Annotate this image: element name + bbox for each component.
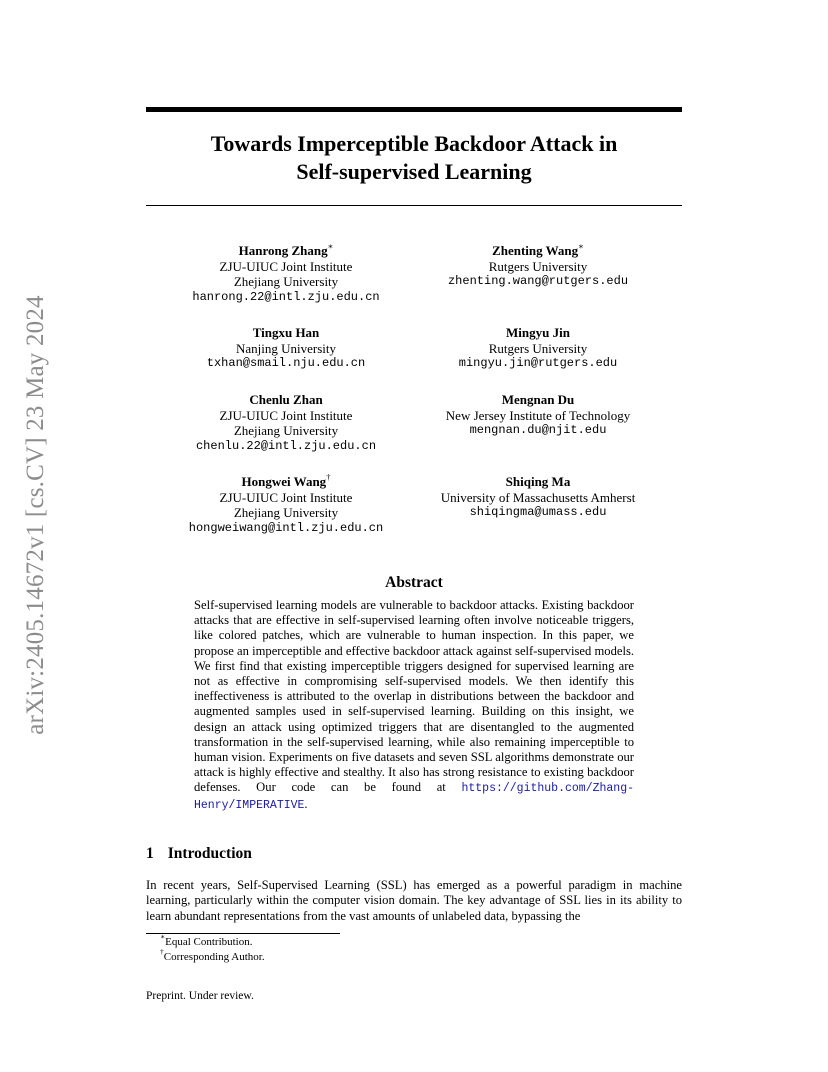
author-affiliation: Rutgers University: [488, 340, 588, 356]
footnote: [160, 932, 253, 949]
author-mark: ∗: [578, 240, 584, 251]
author-email[interactable]: chenlu.22@intl.zju.edu.cn: [195, 438, 377, 453]
author-block: [428, 240, 648, 290]
author-block: [176, 392, 396, 454]
author-block: [428, 325, 648, 372]
author-name: Mengnan Du: [501, 392, 575, 407]
author-name: Zhenting Wang: [492, 243, 579, 258]
author-mark: †: [326, 471, 331, 482]
author-block: [176, 325, 396, 372]
section-heading: [146, 845, 252, 863]
author-email[interactable]: mingyu.jin@rutgers.edu: [458, 356, 618, 370]
author-block: [176, 471, 396, 536]
author-block: [176, 240, 396, 305]
code-repository-link[interactable]: https://github.com/Zhang-Henry/IMPERATIVE: [194, 782, 634, 812]
author-email[interactable]: hanrong.22@intl.zju.edu.cn: [192, 289, 380, 304]
author-name: Hanrong Zhang: [238, 243, 328, 258]
abstract-text: Self-supervised learning models are vulnerable to backdoor attacks. Existing backdoor attacks that are effective in self-supervised learning often involve noticeable triggers, like colored patches, which are vulnerable to human inspection. In this paper, we propose an imperceptible and effective backdoor attack against self-supervised models. We first find that existing imperceptible triggers designed for supervised learning are not as effective in compromising self-supervised models. We then identify this ineffectiveness is attributed to the overlap in distributions between the backdoor and augmented samples used in self-supervised learning. Building on this insight, we design an attack using optimized triggers that are disentangled to the augmented transformation in the self-supervised learning, while also remaining imperceptible to human vision. Experiments on five datasets and seven SSL algorithms demonstrate our attack is highly effective and stealthy. It also has strong resistance to existing backdoor defenses. Our code can be found at: [194, 598, 634, 795]
title-top-rule: [146, 107, 682, 112]
abstract-heading: Abstract: [385, 574, 443, 591]
author-mark: ∗: [327, 240, 334, 251]
footnote-text: Equal Contribution.: [165, 936, 253, 948]
footnote-text: Corresponding Author.: [163, 951, 265, 963]
author-name: Chenlu Zhan: [249, 392, 323, 407]
footnote-mark: ∗: [160, 932, 166, 942]
section-title: Introduction: [167, 845, 252, 862]
paper-title-line-2: Self-supervised Learning: [296, 159, 532, 184]
author-affiliation: Rutgers University: [488, 258, 588, 274]
author-email[interactable]: hongweiwang@intl.zju.edu.cn: [188, 520, 384, 535]
author-name: Mingyu Jin: [506, 325, 570, 340]
author-name: Shiqing Ma: [505, 474, 571, 489]
author-name: Hongwei Wang: [241, 474, 327, 489]
author-block: [428, 474, 648, 521]
section-number: 1: [146, 845, 154, 862]
arxiv-identifier-stamp: [20, 270, 52, 760]
author-affiliation: New Jersey Institute of Technology: [445, 407, 631, 423]
author-affiliation: Zhejiang University: [233, 423, 339, 438]
abstract-body: [194, 598, 634, 813]
author-affiliation: University of Massachusetts Amherst: [440, 489, 636, 505]
author-affiliation: ZJU-UIUC Joint Institute: [219, 258, 353, 274]
introduction-paragraph: In recent years, Self-Supervised Learning (SSL) has emerged as a powerful paradigm in machine learning, particularly within the computer vision domain. The key advantage of SSL lies in its ability to learn abundant representations from the vast amounts of unlabeled data, bypassing the: [146, 878, 682, 923]
author-email[interactable]: zhenting.wang@rutgers.edu: [447, 274, 629, 288]
author-block: [428, 392, 648, 439]
author-email[interactable]: mengnan.du@njit.edu: [469, 423, 607, 437]
title-bottom-rule: [146, 205, 682, 206]
author-email[interactable]: txhan@smail.nju.edu.cn: [206, 356, 366, 370]
footnote-rule: [146, 933, 340, 934]
author-affiliation: Zhejiang University: [233, 274, 339, 289]
author-email[interactable]: shiqingma@umass.edu: [469, 505, 607, 519]
footnote-mark: †: [160, 947, 164, 957]
author-affiliation: ZJU-UIUC Joint Institute: [219, 489, 353, 505]
preprint-note: Preprint. Under review.: [146, 990, 254, 1002]
author-name: Tingxu Han: [252, 325, 320, 340]
author-affiliation: ZJU-UIUC Joint Institute: [219, 407, 353, 423]
paper-title-line-1: Towards Imperceptible Backdoor Attack in: [210, 131, 618, 156]
abstract-link-suffix: .: [304, 796, 308, 811]
arxiv-identifier-text: arXiv:2405.14672v1 [cs.CV] 23 May 2024: [22, 295, 49, 735]
author-affiliation: Nanjing University: [235, 340, 336, 356]
paper-title: [146, 130, 682, 186]
footnote: [160, 947, 265, 964]
author-affiliation: Zhejiang University: [233, 505, 339, 520]
